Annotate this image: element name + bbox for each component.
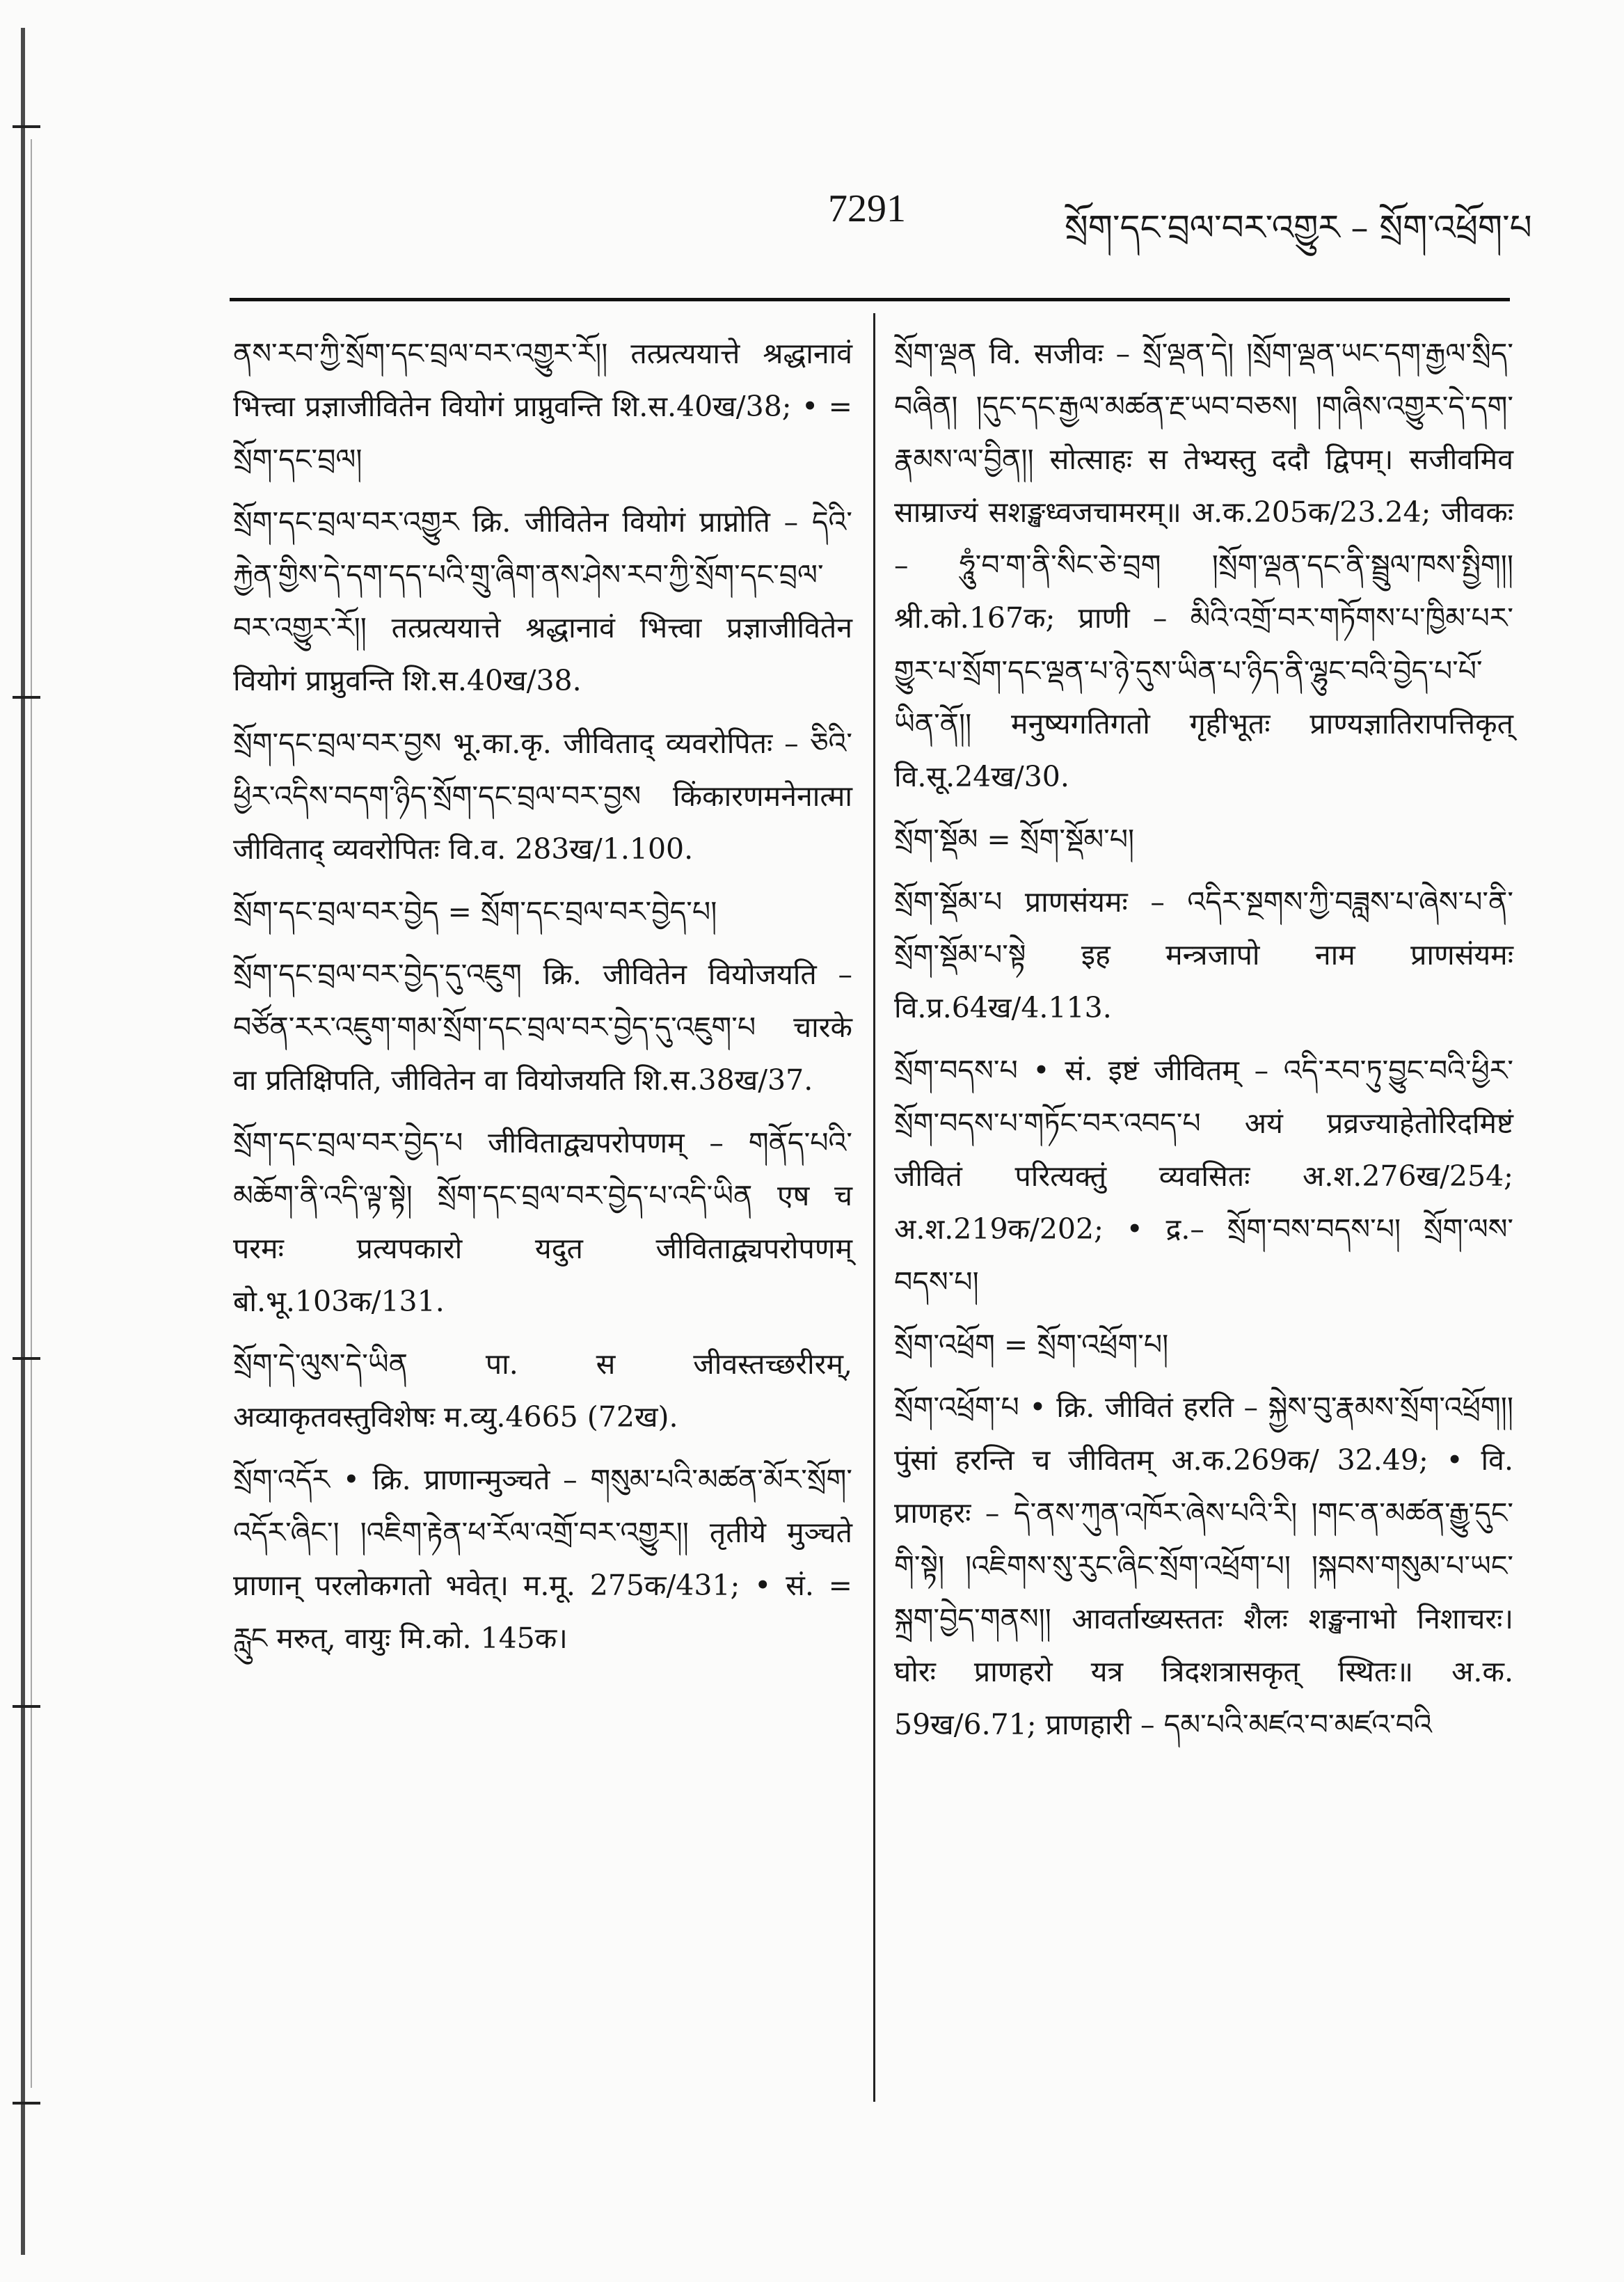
dictionary-entry: སྲོག་འཕྲོག = སྲོག་འཕྲོག་པ།: [894, 1328, 1169, 1361]
dictionary-entry: སྲོག་སྡོམ་པ प्राणसंयमः – འདིར་སྔགས་ཀྱི་བཟླས་པ་ཞེས་པ་ནི་སྲོག་སྡོམ་པ་སྟེ इह मन्त्रजापो नाम प्राणसंयमः वि.प्र.64ख/4.113.: [894, 885, 1513, 1024]
scan-edge-tick: [13, 125, 40, 128]
dictionary-entry: ནས་རབ་ཀྱི་སྲོག་དང་བྲལ་བར་འགྱུར་རོ།། तत्प्रत्ययात्ते श्रद्धानावं भित्त्वा प्रज्ञाजीवितेन वियोगं प्राप्नुवन्ति शि.स.40ख/38; • = སྲོག་དང་བྲལ།: [233, 337, 852, 476]
dictionary-entry: སྲོག་བདས་པ • सं. इष्टं जीवितम् – འདི་རབ་ཏུ་བྱུང་བའི་ཕྱིར་སྲོག་བདས་པ་གཏོང་བར་འབད་པ अयं प्रव्रज्याहेतोरिदमिष्टं जीवितं परित्यक्तुं व्यवसितः अ.श.276ख/254; अ.श.219क/202; • द्र.– སྲོག་བས་བདས་པ། སྲོག་ལས་བདས་པ།: [894, 1054, 1513, 1299]
running-head: སྲོག་དང་བྲལ་བར་འགྱུར – སྲོག་འཕྲོག་པ: [1065, 207, 1532, 248]
dictionary-entry: སྲོག་དང་བྲལ་བར་བྱེད་དུ་འཇུག क्रि. जीवितेन वियोजयति – བཙོན་རར་འཇུག་གམ་སྲོག་དང་བྲལ་བར་བྱེད་དུ་འཇུག་པ चारके वा प्रतिक्षिपति, जीवितेन वा वियोजयति शि.स.38ख/37.: [233, 958, 852, 1097]
left-column: [233, 327, 852, 1674]
dictionary-entry: སྲོག་འཕྲོག་པ • क्रि. जीवितं हरति – སྐྱེས་བུ་རྣམས་སྲོག་འཕྲོག།། पुंसां हरन्ति च जीवितम् अ.क.269क/ 32.49; • वि. प्राणहरः – དེ་ནས་ཀུན་འཁོར་ཞེས་པའི་རི། །གང་ན་མཚན་རྒྱུ་དུང་གི་སྟེ། །འཇིགས་སུ་རུང་ཞིང་སྲོག་འཕྲོག་པ། །སྐབས་གསུམ་པ་ཡང་སྐྲག་བྱེད་གནས།། आवर्ताख्यस्ततः शैलः शङ्खनाभो निशाचरः। घोरः प्राणहरो यत्र त्रिदशत्रासकृत् स्थितः॥ अ.क. 59ख/6.71; प्राणहारी – དམ་པའི་མཛའ་བ་མཛའ་བའི: [894, 1390, 1513, 1741]
dictionary-entry: སྲོག་དང་བྲལ་བར་བྱས भू.का.कृ. जीविताद् व्यवरोपितः – ཅིའི་ཕྱིར་འདིས་བདག་ཉིད་སྲོག་དང་བྲལ་བར་བྱས किंकारणमनेनात्मा जीविताद् व्यवरोपितः वि.व. 283ख/1.100.: [233, 727, 852, 866]
scan-edge-tick: [13, 696, 40, 699]
dictionary-entry: སྲོག་ལྡན वि. सजीवः – སྲོ་ལྡན་དེ། །སྲོག་ལྡན་ཡང་དག་རྒྱལ་སྲིད་བཞིན། །དུང་དང་རྒྱལ་མཚན་རྔ་ཡབ་བཅས། །གཞིས་འགྱུར་དེ་དག་རྣམས་ལ་བྱིན།། सोत्साहः स तेभ्यस्तु ददौ द्विपम्। सजीवमिव साम्राज्यं सशङ्खध्वजचामरम्॥ अ.क.205क/23.24; जीवकः – ཧཱུཾ་བ་ག་ནི་སིང་ཅེ་བྲག །སྲོག་ལྡན་དང་ནི་སྦྲུལ་ཁས་སྤྱིག།། श्री.को.167क; प्राणी – མིའི་འགྲོ་བར་གཏོགས་པ་ཁྱིམ་པར་གྱུར་པ་སྲོག་དང་ལྡན་པ་ཉེ་དུས་ཡིན་པ་ཉིད་ནི་ལྷུང་བའི་བྱེད་པ་པོ་ཡིན་ནོ།། मनुष्यगतिगतो गृहीभूतः प्राण्यज्ञातिरापत्तिकृत् वि.सू.24ख/30.: [894, 337, 1513, 793]
scan-edge-line: [31, 139, 32, 2088]
dictionary-entry: སྲོག་དང་བྲལ་བར་བྱེད = སྲོག་དང་བྲལ་བར་བྱེད་པ།: [233, 895, 717, 928]
column-divider: [873, 313, 875, 2102]
dictionary-entry: སྲོག་སྡོམ = སྲོག་སྡོམ་པ།: [894, 823, 1135, 856]
dictionary-entry: སྲོག་འདོར • क्रि. प्राणान्मुञ्चते – གསུམ་པའི་མཚན་མོར་སྲོག་འདོར་ཞིང་། །འཇིག་རྟེན་ཕ་རོལ་འགྲོ་བར་འགྱུར།། तृतीये मुञ्चते प्राणान् परलोकगतो भवेत्। म.मू. 275क/431; • सं. = རླུང मरुत्, वायुः मि.को. 145क।: [233, 1463, 852, 1655]
dictionary-entry: སྲོག་དང་བྲལ་བར་བྱེད་པ जीविताद्व्यपरोपणम् – གནོད་པའི་མཆོག་ནི་འདི་ལྟ་སྟེ། སྲོག་དང་བྲལ་བར་བྱེད་པ་འདི་ཡིན एष च परमः प्रत्यपकारो यदुत जीविताद्व्यपरोपणम् बो.भू.103क/131.: [233, 1126, 853, 1318]
scan-edge-tick: [13, 2102, 40, 2105]
dictionary-entry: སྲོག་དང་བྲལ་བར་འགྱུར क्रि. जीवितेन वियोगं प्राप्नोति – དེའི་རྐྱེན་གྱིས་དེ་དག་དད་པའི་གྲུ་ཞིག་ནས་ཤེས་རབ་ཀྱི་སྲོག་དང་བྲལ་བར་འགྱུར་རོ།། तत्प्रत्ययात्ते श्रद्धानावं भित्त्वा प्रज्ञाजीवितेन वियोगं प्राप्नुवन्ति शि.स.40ख/38.: [233, 505, 852, 697]
header-rule: [230, 298, 1510, 301]
page-number: 7291: [828, 187, 906, 230]
scan-edge-tick: [13, 1357, 40, 1360]
right-column: [894, 327, 1513, 1761]
scan-edge-tick: [13, 1705, 40, 1708]
dictionary-entry: སྲོག་དེ་ལུས་དེ་ཡིན पा. स जीवस्तच्छरीरम्, अव्याकृतवस्तुविशेषः म.व्यु.4665 (72ख).: [233, 1347, 852, 1434]
scan-edge-bar: [21, 28, 25, 2255]
